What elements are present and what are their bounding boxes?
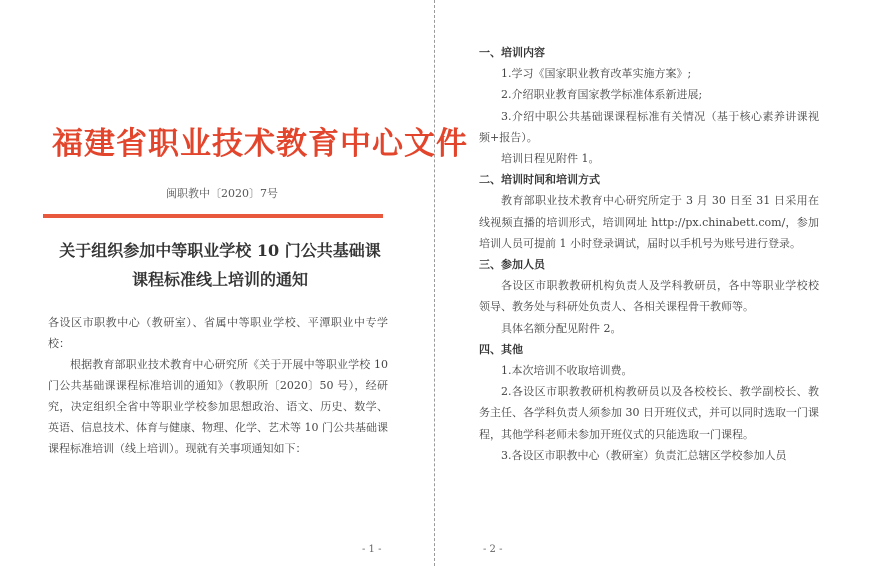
body-paragraph: 教育部职业技术教育中心研究所定于 3 月 30 日至 31 日采用在线视频直播的培训形式，培训网址 http://px.chinabett.com/，参加培训人员可提前 1 小时登录调试，届时以手机号为账号进行登录。 bbox=[479, 194, 819, 250]
page-number-1: - 1 - bbox=[362, 544, 382, 555]
right-page bbox=[437, 0, 870, 566]
notice-title-line-1: 关于组织参加中等职业学校 10 门公共基础课 bbox=[59, 241, 381, 260]
red-divider-line bbox=[43, 214, 383, 218]
body-paragraph: 1.学习《国家职业教育改革实施方案》; bbox=[501, 67, 692, 81]
section-heading: 四、其他 bbox=[479, 342, 523, 356]
body-paragraph: 3.介绍中职公共基础课课程标准有关情况（基于核心素养讲课视频+报告）。 bbox=[479, 109, 819, 144]
body-paragraph: 根据教育部职业技术教育中心研究所《关于开展中等职业学校 10 门公共基础课课程标准培训的通知》（教职所〔2020〕50 号），经研究，决定组织全省中等职业学校参加思想政治、语文、历史、数学、英语、信息技术、体育与健康、物理、化学、艺术等 10 门公共基础课课程标准培训（线上培训）。现就有关事项通知如下： bbox=[48, 358, 388, 455]
body-paragraph: 具体名额分配见附件 2。 bbox=[501, 321, 622, 335]
section-heading: 三、参加人员 bbox=[479, 258, 545, 272]
addressee-paragraph: 各设区市职教中心（教研室）、省属中等职业学校、平潭职业中专学校： bbox=[48, 316, 388, 350]
body-paragraph: 各设区市职教教研机构负责人及学科教研员，各中等职业学校校领导、教务处与科研处负责人、各相关课程骨干教师等。 bbox=[479, 279, 819, 314]
section-heading: 一、培训内容 bbox=[479, 46, 545, 59]
right-body-text bbox=[479, 42, 819, 466]
notice-title bbox=[30, 236, 410, 294]
document-header-title: 福建省职业技术教育中心文件 bbox=[52, 126, 468, 162]
page-number-2: - 2 - bbox=[483, 544, 503, 555]
notice-title-line-2: 课程标准线上培训的通知 bbox=[131, 270, 308, 289]
body-paragraph: 1.本次培训不收取培训费。 bbox=[501, 364, 633, 378]
body-paragraph: 2.各设区市职教教研机构教研员以及各校校长、教学副校长、教务主任、各学科负责人须参加 30 日开班仪式，并可以同时选取一门课程，其他学科老师未参加开班仪式的只能选取一门课程。 bbox=[479, 385, 819, 441]
document-number: 闽职教中〔2020〕7号 bbox=[166, 187, 278, 200]
section-heading: 二、培训时间和培训方式 bbox=[479, 173, 600, 187]
body-paragraph: 培训日程见附件 1。 bbox=[501, 152, 600, 166]
page-fold-divider bbox=[434, 0, 435, 566]
body-paragraph: 2.介绍职业教育国家教学标准体系新进展; bbox=[501, 88, 703, 102]
left-body-text bbox=[48, 312, 388, 459]
body-paragraph: 3.各设区市职教中心（教研室）负责汇总辖区学校参加人员 bbox=[501, 448, 787, 462]
